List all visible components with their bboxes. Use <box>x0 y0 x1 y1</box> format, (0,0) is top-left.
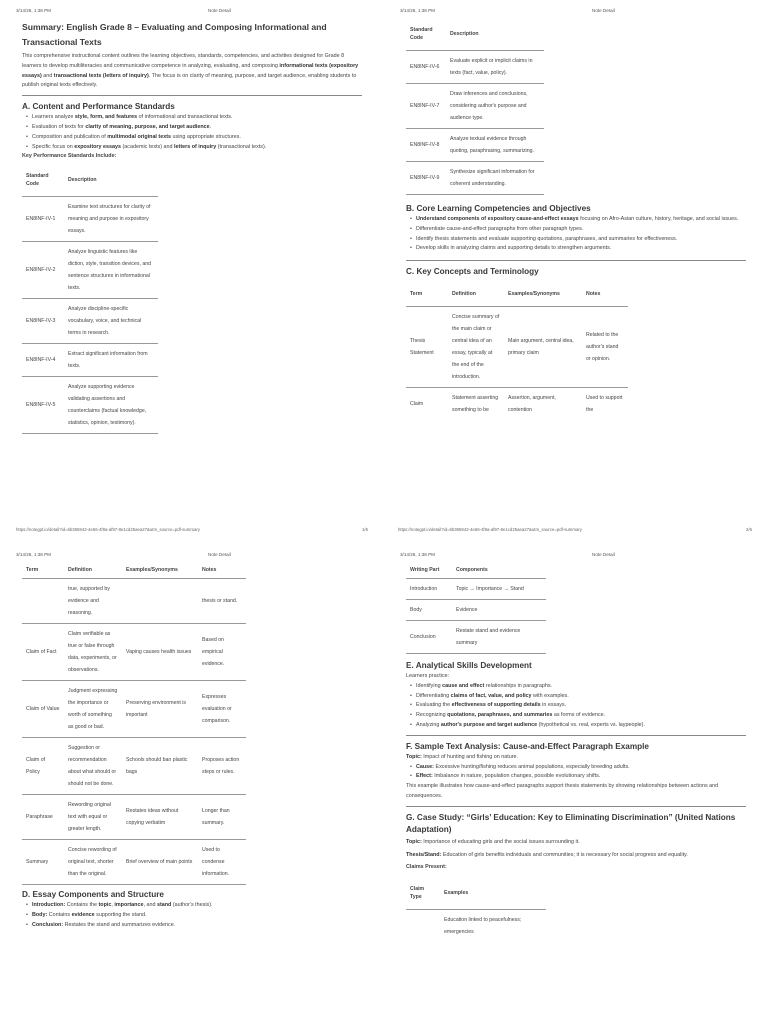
intro-paragraph: This comprehensive instructional content outlines the learning objectives, standards, competencies, and activities designed for Grade 8 learners to develop multiliteracies and communicative competence in analyzing, evaluating, and composing informational texts (expository essays) and transactional texts (letters of inquiry). The focus is on clarity of meaning, purpose, and target audience, enabling students to publish original texts effectively. <box>22 53 359 89</box>
writing-parts-table <box>406 562 546 654</box>
cell-definition: Statement asserting something to be <box>452 395 499 414</box>
cell-description: Analyze linguistic features like diction, style, transition devices, and sentence structures in informational texts. <box>68 249 152 292</box>
col-header-examples: Examples/Synonyms <box>508 291 560 298</box>
cell-part: Introduction <box>410 586 438 592</box>
cell-code: EN8INF-IV-2 <box>26 267 56 274</box>
doc-label: Note Detail <box>592 552 615 557</box>
table-row <box>406 307 628 388</box>
list-item: • Differentiate cause-and-effect paragraphs from other paragraph types. <box>410 225 746 235</box>
section-e <box>406 660 746 731</box>
table-row <box>406 579 546 600</box>
list-item: • Evaluating the effectiveness of supporting details in essays. <box>410 701 746 711</box>
col-header-code: Standard Code <box>26 173 49 188</box>
cell-components: Topic → Importance → Stand <box>456 586 524 592</box>
section-d-title: D. Essay Components and Structure <box>22 890 164 899</box>
list-item: • Cause: Excessive hunting/fishing reduces animal populations, especially breeding adults. <box>410 763 746 773</box>
terms-table-continued <box>22 562 246 885</box>
cell-definition: Judgment expressing the importance or worth of something as good or bad. <box>68 688 118 730</box>
page-2 <box>384 0 768 512</box>
section-a-title: A. Content and Performance Standards <box>22 102 175 112</box>
table-row <box>22 840 246 885</box>
cell-term: Summary <box>26 859 49 865</box>
cell-claim-type <box>406 910 440 943</box>
list-item: • Body: Contains evidence supporting the stand. <box>26 911 362 921</box>
table-header-row <box>22 562 246 579</box>
cell-term <box>22 579 64 624</box>
list-item: • Understand components of expository cause-and-effect essays focusing on Afro-Asian culture, history, heritage, and social issues. <box>410 215 746 225</box>
cell-term: Claim of Policy <box>26 757 46 775</box>
cell-description: Analyze textual evidence through quoting, paraphrasing, summarizing. <box>450 136 534 154</box>
cell-code: EN8INF-IV-9 <box>410 175 440 181</box>
cell-term: Claim of Fact <box>26 649 57 655</box>
col-header-code: Standard Code <box>410 27 433 41</box>
page-1-footer <box>16 527 368 535</box>
cell-description: Examine text structures for clarity of meaning and purpose in expository essays. <box>68 204 151 235</box>
list-item: • Develop skills in analyzing claims and supporting details to strengthen arguments. <box>410 244 746 254</box>
section-e-title: E. Analytical Skills Development <box>406 661 532 670</box>
table-header-row <box>406 562 546 579</box>
section-d <box>22 889 362 930</box>
section-e-bullets <box>406 682 746 731</box>
list-item: • Identifying cause and effect relationships in paragraphs. <box>410 682 746 692</box>
cell-examples: Preserving environment is important <box>126 700 186 718</box>
cell-components: Evidence <box>456 607 478 613</box>
page-number: 2/6 <box>746 527 752 532</box>
section-b <box>406 203 746 254</box>
standards-table <box>22 164 158 434</box>
learners-practice-label: Learners practice: <box>406 673 450 679</box>
table-row <box>406 84 544 129</box>
page-2-footer <box>398 527 752 535</box>
section-b-title: B. Core Learning Competencies and Objectives <box>406 204 591 213</box>
cell-code: EN8INF-IV-1 <box>26 216 56 223</box>
cell-definition: Claim verifiable as true or false through data, experiments, or observations. <box>68 631 117 673</box>
col-header-description: Description <box>68 177 97 184</box>
section-f-title: F. Sample Text Analysis: Cause-and-Effect Paragraph Example <box>406 741 649 751</box>
list-item: • Specific focus on expository essays (academic texts) and letters of inquiry (transactional texts). <box>26 143 362 153</box>
claims-present-label: Claims Present: <box>406 864 447 871</box>
col-header-claim-type: Claim Type <box>410 886 425 901</box>
col-header-description: Description <box>450 31 479 37</box>
table-row <box>22 624 246 681</box>
table-row <box>406 621 546 654</box>
cell-examples: Brief overview of main points <box>126 859 193 865</box>
cell-examples: Vaping causes health issues <box>126 649 192 655</box>
col-header-definition: Definition <box>68 567 92 573</box>
col-header-examples: Examples <box>444 890 469 897</box>
table-row <box>406 162 544 195</box>
table-row <box>406 129 544 162</box>
table-row <box>22 242 158 299</box>
page-header <box>16 8 368 16</box>
timestamp: 3/14/26, 1:38 PM <box>16 552 51 557</box>
section-g <box>406 806 746 942</box>
timestamp: 3/14/26, 1:38 PM <box>16 8 51 13</box>
cell-notes: Related to the author's stand or opinion. <box>586 332 619 363</box>
section-b-bullets <box>406 215 746 254</box>
list-item: • Identify thesis statements and evaluate supporting quotations, paraphrases, and summaries for effectiveness. <box>410 235 746 245</box>
table-row <box>22 681 246 738</box>
table-row <box>406 910 546 943</box>
cell-description: Analyze supporting evidence validating assertions and counterclaims (factual knowledge, statistics, opinion, testimony). <box>68 384 147 427</box>
cell-examples: Assertion, argument, contention <box>508 395 556 414</box>
cell-notes: thesis or stand. <box>202 598 238 604</box>
cell-term: Paraphrase <box>26 814 53 820</box>
cell-examples: Schools should ban plastic bags <box>126 757 188 775</box>
page-1 <box>0 0 384 512</box>
cell-code: EN8INF-IV-4 <box>26 357 56 364</box>
footer-url: https://notegpt.io/detail?id=6b365942-4e66-4f9a-af97-8e1cd25aea27&utm_source=pdf-summary <box>398 527 582 532</box>
cell-code: EN8INF-IV-7 <box>410 103 440 109</box>
col-header-notes: Notes <box>202 567 217 573</box>
timestamp: 3/14/26, 1:38 PM <box>400 8 435 13</box>
list-item: • Composition and publication of multimodal original texts using appropriate structures. <box>26 133 362 143</box>
list-item: • Introduction: Contains the topic, importance, and stand (author's thesis). <box>26 901 362 911</box>
table-row <box>22 377 158 434</box>
col-header-term: Term <box>410 291 423 298</box>
col-header-term: Term <box>26 567 39 573</box>
cell-description: Extract significant information from texts. <box>68 351 148 370</box>
cell-definition: Rewording original text with equal or greater length. <box>68 802 111 832</box>
page-4 <box>384 546 768 1024</box>
list-item: • Evaluation of texts for clarity of meaning, purpose, and target audience. <box>26 123 362 133</box>
section-f <box>406 735 746 802</box>
section-d-bullets <box>22 901 362 930</box>
col-header-definition: Definition <box>452 291 476 298</box>
page-header <box>400 552 752 560</box>
table-row <box>22 738 246 795</box>
cell-code: EN8INF-IV-8 <box>410 142 440 148</box>
table-row <box>22 197 158 242</box>
table-header-row <box>406 877 546 910</box>
key-performance-label: Key Performance Standards Include: <box>22 153 117 160</box>
standards-table-continued <box>406 18 544 195</box>
table-row <box>406 388 628 421</box>
section-a-bullets <box>22 113 362 152</box>
cell-notes: Proposes action steps or rules. <box>202 757 240 775</box>
table-row <box>22 344 158 377</box>
table-header-row <box>22 164 158 197</box>
page-title: Summary: English Grade 8 – Evaluating and Composing Informational and Transactional Texts <box>22 22 327 47</box>
cell-examples <box>122 579 198 624</box>
cell-description: Evaluate explicit or implicit claims in texts (fact, value, policy). <box>450 58 533 76</box>
cell-notes: Used to condense information. <box>202 847 230 877</box>
cell-notes: Longer than summary. <box>202 808 230 826</box>
col-header-part: Writing Part <box>410 567 440 573</box>
topic-line: Topic: Importance of educating girls and the social issues surrounding it. <box>406 838 580 845</box>
page-3 <box>0 546 384 1024</box>
page-number: 1/6 <box>362 527 368 532</box>
cell-description: Synthesize significant information for coherent understanding. <box>450 169 535 187</box>
table-header-row <box>406 18 544 51</box>
cell-term: Claim <box>410 401 424 408</box>
cell-definition: Concise rewording of original text, shorter than the original. <box>68 847 117 877</box>
list-item: • Analyzing author's purpose and target audience (hypothetical vs. real, experts vs. laypeople). <box>410 721 746 731</box>
list-item: • Learners analyze style, form, and features of informational and transactional texts. <box>26 113 362 123</box>
cell-examples: Education linked to peacefulness; emergencies <box>444 917 522 936</box>
section-c-title: C. Key Concepts and Terminology <box>406 267 539 277</box>
cell-code: EN8INF-IV-5 <box>26 402 56 409</box>
cell-term: Claim of Value <box>26 706 60 712</box>
doc-label: Note Detail <box>208 552 231 557</box>
section-g-title: G. Case Study: “Girls’ Education: Key to Eliminating Discrimination” (United Nations Adaptation) <box>406 812 736 834</box>
col-header-examples: Examples/Synonyms <box>126 567 178 573</box>
thesis-line: Thesis/Stand: Education of girls benefits individuals and communities; it is necessary for social progress and equality. <box>406 851 688 858</box>
col-header-components: Components <box>456 567 488 573</box>
table-row <box>406 51 544 84</box>
doc-label: Note Detail <box>592 8 615 13</box>
cell-notes: Expresses evaluation or comparison. <box>202 694 232 724</box>
cell-definition: Suggestion or recommendation about what should or should not be done. <box>68 745 117 787</box>
cell-code: EN8INF-IV-3 <box>26 318 56 325</box>
topic-line: Topic: Impact of hunting and fishing on nature. <box>406 753 518 760</box>
table-row <box>22 579 246 624</box>
cell-examples: Main argument, central idea, primary claim <box>508 338 574 357</box>
list-item: • Conclusion: Restates the stand and summarizes evidence. <box>26 921 362 931</box>
cell-notes: Based on empirical evidence. <box>202 637 225 667</box>
cell-examples: Restates ideas without copying verbatim <box>126 808 179 826</box>
cell-term: Thesis Statement <box>410 338 434 357</box>
cell-part: Conclusion <box>410 634 436 640</box>
terms-table <box>406 282 628 420</box>
cell-definition: true, supported by evidence and reasoning. <box>68 586 110 616</box>
section-a <box>22 95 362 162</box>
col-header-notes: Notes <box>586 291 601 298</box>
section-f-note: This example illustrates how cause-and-effect paragraphs support thesis statements by showing relationships between actions and consequences. <box>406 783 719 799</box>
claims-table <box>406 877 546 942</box>
cell-description: Draw inferences and conclusions, considering author's purpose and audience type. <box>450 91 528 121</box>
list-item: • Differentiating claims of fact, value, and policy with examples. <box>410 692 746 702</box>
list-item: • Recognizing quotations, paraphrases, and summaries as forms of evidence. <box>410 711 746 721</box>
cell-definition: Concise summary of the main claim or central idea of an essay, typically at the end of the introduction. <box>452 314 500 381</box>
table-row <box>22 299 158 344</box>
table-row <box>22 795 246 840</box>
page-header <box>16 552 368 560</box>
doc-label: Note Detail <box>208 8 231 13</box>
table-row <box>406 600 546 621</box>
section-f-bullets <box>406 763 746 783</box>
cell-description: Analyze discipline-specific vocabulary, voice, and technical terms in research. <box>68 306 142 337</box>
cell-part: Body <box>410 607 422 613</box>
cell-code: EN8INF-IV-6 <box>410 64 440 70</box>
list-item: • Effect: Imbalance in nature, population changes, possible evolutionary shifts. <box>410 772 746 782</box>
page-header <box>400 8 752 16</box>
section-c <box>406 260 746 278</box>
timestamp: 3/14/26, 1:38 PM <box>400 552 435 557</box>
footer-url: https://notegpt.io/detail?id=6b365942-4e66-4f9a-af97-8e1cd25aea27&utm_source=pdf-summary <box>16 527 200 532</box>
table-header-row <box>406 282 628 307</box>
cell-components: Restate stand and evidence summary <box>456 628 521 646</box>
cell-notes: Used to support the <box>586 395 623 414</box>
